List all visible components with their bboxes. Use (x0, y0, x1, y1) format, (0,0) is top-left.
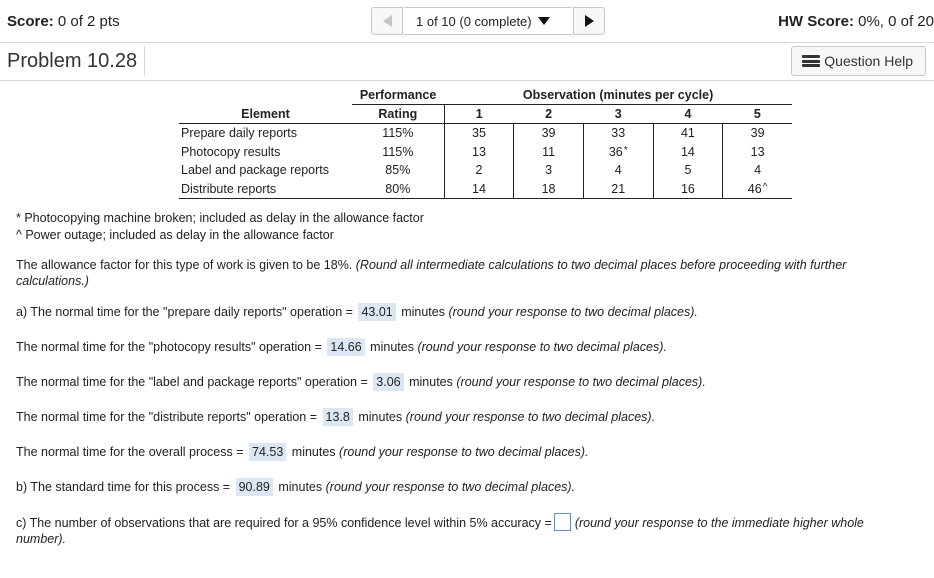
question-position: 1 of 10 (0 complete) (416, 13, 532, 29)
problem-title: Problem 10.28 (0, 46, 145, 76)
round-higher-hint: (round your response to the immediate higher whole number). (16, 516, 864, 546)
table-header-row (179, 105, 792, 124)
question-select[interactable] (404, 7, 572, 35)
obs-cell: 18 (514, 179, 584, 199)
obs-cell: 13 (723, 142, 792, 161)
obs-cell: 13 (444, 142, 514, 161)
obs-col-header: 3 (583, 105, 653, 124)
table-row (179, 161, 792, 179)
table-row (179, 142, 792, 161)
answer-distribute-field[interactable]: 13.8 (323, 408, 353, 426)
answer-standard-time-field[interactable]: 90.89 (236, 478, 273, 496)
arrow-right-icon (585, 15, 594, 27)
score-bar (0, 0, 934, 43)
answer-photocopy-field[interactable]: 14.66 (327, 338, 364, 356)
round-hint: (round your response to two decimal places). (448, 305, 698, 319)
score-value: 0 of 2 pts (57, 13, 120, 30)
hw-score-label: HW Score: (778, 13, 854, 30)
minutes-label: minutes (358, 410, 403, 424)
obs-value: 36 (608, 145, 623, 159)
score (7, 13, 120, 30)
rating-cell: 85% (385, 163, 411, 177)
obs-cell: 21 (583, 179, 653, 199)
obs-cell: 2 (444, 161, 514, 179)
element-cell: Photocopy results (181, 144, 281, 159)
question-photocopy (16, 338, 667, 356)
obs-cell: 4 (723, 161, 792, 179)
round-hint: (round your response to two decimal places). (405, 410, 656, 424)
minutes-label: minutes (401, 305, 445, 319)
question-photocopy-text: The normal time for the "photocopy results" operation = (16, 340, 322, 354)
previous-question-button[interactable] (371, 7, 403, 35)
obs-cell: 4 (583, 161, 653, 179)
obs-cell: 14 (444, 179, 514, 199)
answer-observations-input[interactable] (554, 513, 571, 531)
problem-header (0, 42, 934, 81)
question-c (16, 513, 911, 547)
answer-prepare-field[interactable]: 43.01 (358, 303, 395, 321)
element-cell: Label and package reports (181, 163, 330, 177)
caret-down-icon (538, 17, 550, 25)
question-overall (16, 443, 588, 461)
question-distribute (16, 408, 655, 426)
obs-cell: 14 (653, 142, 723, 161)
obs-cell: 16 (653, 179, 723, 199)
obs-cell: 33 (583, 124, 653, 143)
question-navigator (371, 7, 605, 35)
allowance-text: The allowance factor for this type of work is given to be 18%. (16, 258, 353, 272)
footnote-delay: * Photocopying machine broken; included as delay in the allowance factor (16, 211, 424, 225)
question-c-text: c) The number of observations that are required for a 95% confidence level within 5% accuracy = (16, 516, 552, 530)
obs-cell: 5 (653, 161, 723, 179)
allowance-paragraph (16, 257, 906, 289)
rating-cell: 115% (382, 126, 414, 140)
answer-label-field[interactable]: 3.06 (373, 373, 403, 391)
list-icon (802, 55, 820, 67)
minutes-label: minutes (370, 340, 414, 354)
round-hint: (round your response to two decimal places). (339, 445, 589, 459)
question-label-text: The normal time for the "label and package reports" operation = (16, 375, 368, 389)
question-help-button[interactable] (791, 46, 926, 76)
obs-col-header: 2 (514, 105, 584, 124)
answer-overall-field[interactable]: 74.53 (249, 443, 286, 461)
minutes-label: minutes (278, 480, 323, 494)
question-distribute-text: The normal time for the "distribute reports" operation = (16, 410, 318, 424)
next-question-button[interactable] (573, 7, 605, 35)
table-row (179, 124, 792, 143)
obs-cell (723, 179, 792, 199)
rating-cell: 115% (382, 144, 414, 159)
table-header-row (179, 86, 792, 105)
footnote-star-mark: * (623, 145, 628, 156)
obs-cell: 3 (514, 161, 584, 179)
obs-col-header: 1 (444, 105, 514, 124)
element-cell: Prepare daily reports (181, 126, 298, 140)
element-header: Element (179, 105, 352, 124)
arrow-left-icon (383, 15, 392, 27)
obs-cell (583, 142, 653, 161)
observation-header: Observation (minutes per cycle) (444, 86, 792, 105)
rating-cell: 80% (352, 179, 444, 199)
obs-col-header: 4 (653, 105, 723, 124)
question-a-text: a) The normal time for the "prepare daily reports" operation = (16, 305, 353, 319)
obs-cell: 11 (514, 142, 584, 161)
question-b (16, 478, 575, 496)
minutes-label: minutes (409, 375, 453, 389)
question-b-text: b) The standard time for this process = (16, 480, 231, 494)
round-hint: (round your response to two decimal places). (456, 375, 706, 389)
question-help-label: Question Help (824, 53, 913, 69)
rating-header: Rating (352, 105, 444, 124)
hw-score-value: 0%, 0 of 20 (858, 13, 934, 30)
minutes-label: minutes (291, 445, 336, 459)
round-hint: (round your response to two decimal places). (417, 340, 667, 354)
obs-value: 46 (747, 182, 762, 196)
table-row (179, 179, 792, 199)
observation-table (179, 86, 792, 199)
round-hint: (round your response to two decimal places). (325, 480, 576, 494)
element-cell: Distribute reports (179, 179, 352, 199)
footnote-caret-mark: ^ (762, 182, 768, 193)
score-label: Score: (7, 13, 54, 30)
footnote-outage: ^ Power outage; included as delay in the allowance factor (16, 228, 334, 242)
question-overall-text: The normal time for the overall process = (16, 445, 244, 459)
allowance-hint: (Round all intermediate calculations to two decimal places before proceeding with further calculations.) (16, 258, 847, 288)
question-label (16, 373, 706, 391)
question-a (16, 303, 698, 321)
obs-col-header: 5 (723, 105, 792, 124)
obs-cell: 35 (444, 124, 514, 143)
rating-header-top: Performance (352, 86, 444, 105)
hw-score (778, 13, 934, 30)
obs-cell: 39 (723, 124, 792, 143)
obs-cell: 41 (653, 124, 723, 143)
obs-cell: 39 (514, 124, 584, 143)
